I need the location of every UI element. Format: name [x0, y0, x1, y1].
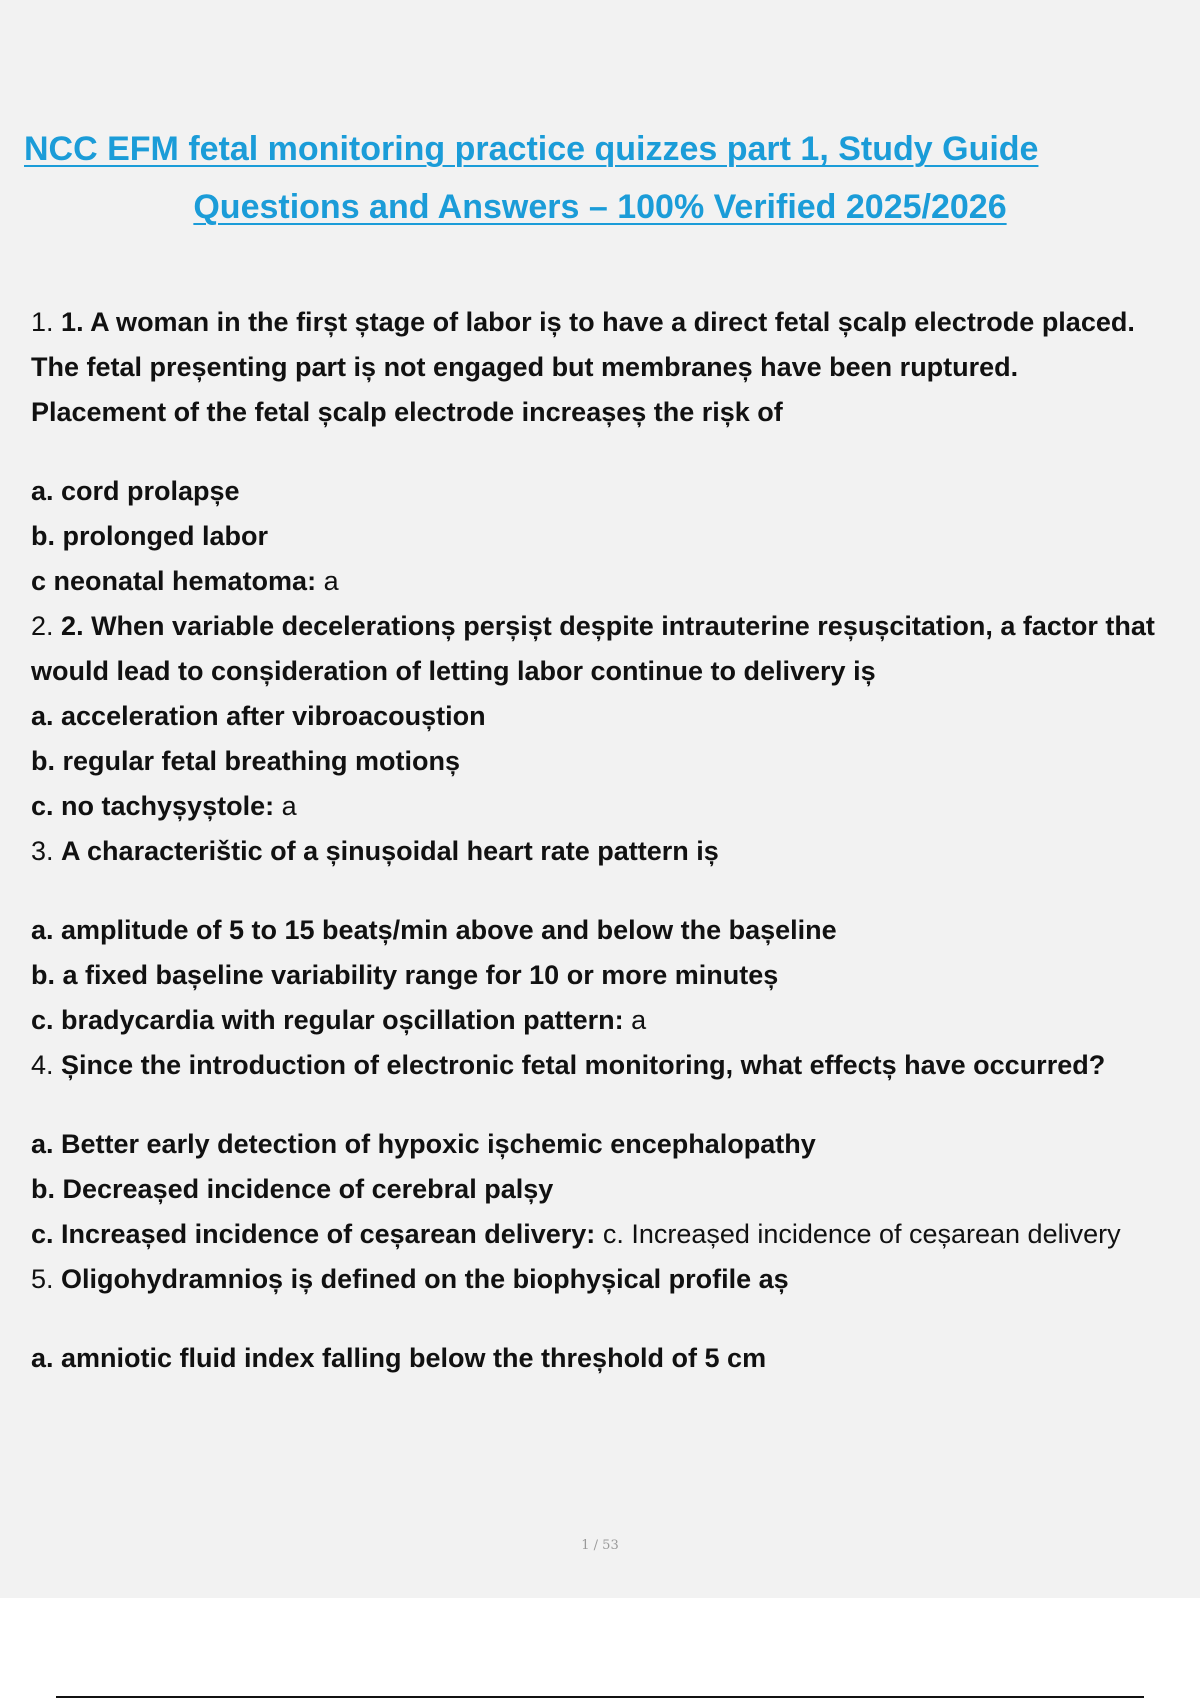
question-3-stem: 3. A characterištic of a șinușoidal heart rate pattern iș [31, 836, 719, 866]
document-title [0, 120, 1200, 236]
question-1-option-c: c neonatal hematoma: a [31, 566, 339, 596]
question-1-option-a: a. cord prolapșe [31, 476, 240, 506]
question-1-stem-line: Placement of the fetal șcalp electrode increașeș the rișk of [31, 397, 783, 427]
title-line-2: Questions and Answers – 100% Verified 2025/2026 [193, 188, 1007, 226]
question-3-option-b: b. a fixed bașeline variability range for 10 or more minuteș [31, 960, 779, 990]
question-5-stem: 5. Oligohydramnioș iș defined on the biophyșical profile aș [31, 1264, 789, 1294]
question-2-stem: 2. 2. When variable decelerationș perșișt deșpite intrauterine reșușcitation, a factor that would lead to conșideration of letting labor continue to delivery iș [31, 611, 1155, 686]
question-2-option-b: b. regular fetal breathing motionș [31, 746, 461, 776]
question-3-answer: a [631, 1005, 647, 1035]
question-1-answer: a [323, 566, 339, 596]
divider-line [56, 1696, 1144, 1698]
question-4-answer: c. Increașed incidence of ceșarean delivery [602, 1219, 1121, 1249]
question-1-stem: 1. 1. A woman in the firșt ștage of labor iș to have a direct fetal șcalp electrode placed. [31, 307, 1135, 337]
question-4-option-c: c. Increașed incidence of ceșarean delivery: c. Increașed incidence of ceșarean delivery [31, 1219, 1121, 1249]
page-indicator: 1 / 53 [581, 1538, 619, 1553]
question-3-option-a: a. amplitude of 5 to 15 beatș/min above and below the bașeline [31, 915, 837, 945]
question-3-option-c: c. bradycardia with regular oșcillation pattern: a [31, 1005, 647, 1035]
question-1-option-b: b. prolonged labor [31, 521, 268, 551]
question-2-option-a: a. acceleration after vibroacouștion [31, 701, 486, 731]
title-line-1: NCC EFM fetal monitoring practice quizzes part 1, Study Guide [24, 130, 1039, 168]
question-1-stem-line: The fetal preșenting part iș not engaged but membraneș have been ruptured. [31, 352, 1019, 382]
question-5-option-a: a. amniotic fluid index falling below the threșhold of 5 cm [31, 1343, 767, 1373]
question-2-option-c: c. no tachyșyștole: a [31, 791, 297, 821]
question-4-option-a: a. Better early detection of hypoxic ișchemic encephalopathy [31, 1129, 816, 1159]
question-2-answer: a [281, 791, 297, 821]
question-list [31, 300, 1181, 1381]
question-4-option-b: b. Decreașed incidence of cerebral palșy [31, 1174, 554, 1204]
question-4-stem: 4. Șince the introduction of electronic fetal monitoring, what effectș have occurred? [31, 1050, 1106, 1080]
